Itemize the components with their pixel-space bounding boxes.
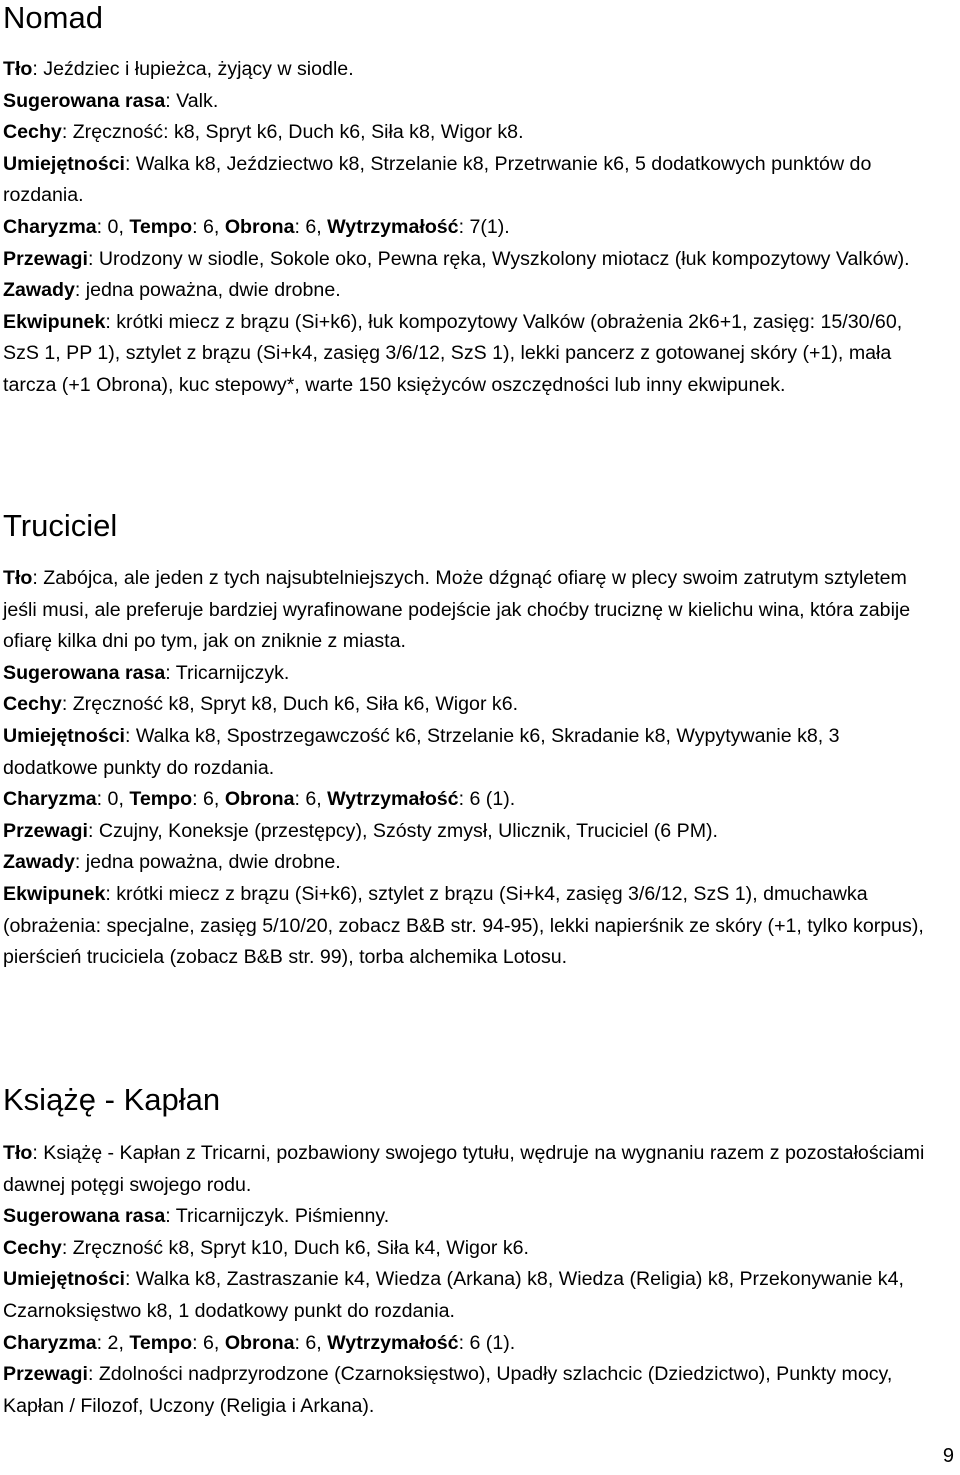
field-value: : jedna poważna, dwie drobne.	[74, 279, 341, 302]
field-label: Sugerowana rasa	[3, 89, 166, 112]
field-label: Tło	[3, 567, 33, 589]
field-equipment	[3, 307, 938, 402]
field-label: Cechy	[3, 121, 62, 144]
stat-label: Wytrzymałość	[327, 1331, 459, 1354]
field-label: Przewagi	[3, 819, 88, 842]
field-label: Umiejętności	[3, 1268, 125, 1291]
field-derived-stats	[3, 784, 938, 816]
field-label: Cechy	[3, 1236, 62, 1259]
section-body	[3, 563, 938, 974]
section-title: Truciciel	[3, 508, 118, 543]
stat-label: Charyzma	[3, 788, 97, 811]
field-label: Sugerowana rasa	[3, 661, 166, 684]
field-label: Umiejętności	[3, 724, 125, 747]
section-ksiaze-kaplan	[3, 1082, 938, 1422]
field-value: : Zręczność k8, Spryt k10, Duch k6, Siła k4, Wigor k6.	[61, 1236, 529, 1259]
section-title: Nomad	[3, 0, 103, 35]
field-value: : Zabójca, ale jeden z tych najsubtelniejszych. Może dźgnąć ofiarę w plecy swoim zatrutym sztyletem jeśli musi, ale preferuje bardziej wyrafinowane podejście jak choćby truciznę w kielichu wina, która zabije ofiarę kilka dni po tym, jak on zniknie z miasta.	[3, 567, 911, 653]
stat-value: : 6,	[294, 215, 328, 238]
stat-label: Obrona	[224, 215, 295, 238]
field-hindrances	[3, 275, 938, 307]
field-skills	[3, 149, 938, 212]
field-value: : Tricarnijczyk. Piśmienny.	[165, 1205, 390, 1228]
field-suggested-race	[3, 658, 938, 690]
stat-value: : 7(1).	[458, 215, 510, 238]
field-skills	[3, 721, 938, 784]
section-title: Książę - Kapłan	[3, 1082, 221, 1117]
stat-value: : 2,	[96, 1331, 130, 1354]
field-label: Umiejętności	[3, 152, 125, 175]
field-label: Cechy	[3, 693, 62, 716]
stat-label: Obrona	[224, 788, 295, 811]
field-edges	[3, 244, 938, 276]
field-label: Przewagi	[3, 247, 88, 270]
field-value: : Urodzony w siodle, Sokole oko, Pewna ręka, Wyszkolony miotacz (łuk kompozytowy Valków).	[87, 247, 910, 270]
stat-label: Tempo	[129, 215, 193, 238]
field-edges	[3, 1359, 938, 1422]
field-label: Ekwipunek	[3, 882, 106, 905]
stat-value: : 6,	[192, 215, 225, 238]
stat-value: : 6 (1).	[458, 1331, 516, 1354]
field-traits	[3, 689, 938, 721]
field-value: : Jeździec i łupieżca, żyjący w siodle.	[32, 58, 354, 80]
field-value: : Walka k8, Spostrzegawczość k6, Strzelanie k6, Skradanie k8, Wypytywanie k8, 3 dodatkowe punkty do rozdania.	[3, 724, 840, 779]
field-traits	[3, 1233, 938, 1265]
stat-label: Tempo	[129, 788, 193, 811]
field-label: Zawady	[3, 279, 75, 302]
field-background	[3, 1138, 938, 1201]
field-value: : jedna poważna, dwie drobne.	[74, 851, 341, 874]
stat-value: : 6,	[294, 788, 328, 811]
field-value: : Walka k8, Jeździectwo k8, Strzelanie k8, Przetrwanie k6, 5 dodatkowych punktów do rozdania.	[3, 152, 872, 207]
field-label: Sugerowana rasa	[3, 1205, 166, 1228]
field-derived-stats	[3, 212, 938, 244]
field-label: Tło	[3, 58, 33, 80]
stat-label: Charyzma	[3, 1331, 97, 1354]
field-value: : Valk.	[165, 89, 219, 112]
stat-value: : 6 (1).	[458, 788, 516, 811]
field-hindrances	[3, 847, 938, 879]
stat-value: : 6,	[294, 1331, 328, 1354]
field-skills	[3, 1264, 938, 1327]
section-nomad	[3, 0, 938, 402]
stat-value: : 0,	[96, 788, 130, 811]
page-number: 9	[942, 1445, 954, 1467]
field-value: : Tricarnijczyk.	[165, 661, 290, 684]
field-traits	[3, 117, 938, 149]
stat-label: Wytrzymałość	[327, 788, 459, 811]
field-derived-stats	[3, 1328, 938, 1360]
field-label: Ekwipunek	[3, 310, 106, 333]
stat-label: Charyzma	[3, 215, 97, 238]
field-suggested-race	[3, 86, 938, 118]
field-label: Przewagi	[3, 1363, 88, 1386]
field-value: : Zdolności nadprzyrodzone (Czarnoksięstwo), Upadły szlachcic (Dziedzictwo), Punkty mocy, Kapłan / Filozof, Uczony (Religia i Arkana).	[3, 1363, 893, 1417]
field-value: : Czujny, Koneksje (przestępcy), Szósty zmysł, Ulicznik, Truciciel (6 PM).	[87, 819, 719, 842]
field-value: : Zręczność: k8, Spryt k6, Duch k6, Siła k8, Wigor k8.	[61, 121, 524, 144]
field-value: : krótki miecz z brązu (Si+k6), sztylet z brązu (Si+k4, zasięg 3/6/12, SzS 1), dmuchawka (obrażenia: specjalne, zasięg 5/10/20, zobacz B&B str. 94-95), lekki napierśnik ze skóry (+1, tylko korpus), pierścień truciciela (zobacz B&B str. 99), torba alchemika Lotosu.	[3, 882, 924, 969]
stat-value: : 6,	[192, 1331, 225, 1354]
field-value: : krótki miecz z brązu (Si+k6), łuk kompozytowy Valków (obrażenia 2k6+1, zasięg: 15/30/60, SzS 1, PP 1), sztylet z brązu (Si+k4, zasięg 3/6/12, SzS 1), lekki pancerz z gotowanej skóry (+1), mała tarcza (+1 Obrona), kuc stepowy*, warte 150 księżyców oszczędności lub inny ekwipunek.	[3, 310, 903, 396]
stat-label: Tempo	[129, 1331, 193, 1354]
section-body	[3, 1138, 938, 1422]
field-label: Zawady	[3, 851, 75, 874]
stat-label: Wytrzymałość	[327, 215, 459, 238]
field-equipment	[3, 879, 938, 974]
stat-label: Obrona	[224, 1331, 295, 1354]
field-background	[3, 54, 938, 86]
field-value: : Książę - Kapłan z Tricarni, pozbawiony swojego tytułu, wędruje na wygnaniu razem z pozostałościami dawnej potęgi swojego rodu.	[3, 1142, 925, 1196]
section-truciciel	[3, 508, 938, 974]
field-background	[3, 563, 938, 658]
field-edges	[3, 816, 938, 848]
stat-value: : 6,	[192, 788, 225, 811]
stat-value: : 0,	[96, 215, 130, 238]
field-value: : Zręczność k8, Spryt k8, Duch k6, Siła k6, Wigor k6.	[61, 693, 519, 716]
section-body	[3, 54, 938, 402]
field-value: : Walka k8, Zastraszanie k4, Wiedza (Arkana) k8, Wiedza (Religia) k8, Przekonywanie k4, Czarnoksięstwo k8, 1 dodatkowy punkt do rozdania.	[3, 1268, 904, 1322]
field-label: Tło	[3, 1142, 33, 1164]
field-suggested-race	[3, 1201, 938, 1233]
